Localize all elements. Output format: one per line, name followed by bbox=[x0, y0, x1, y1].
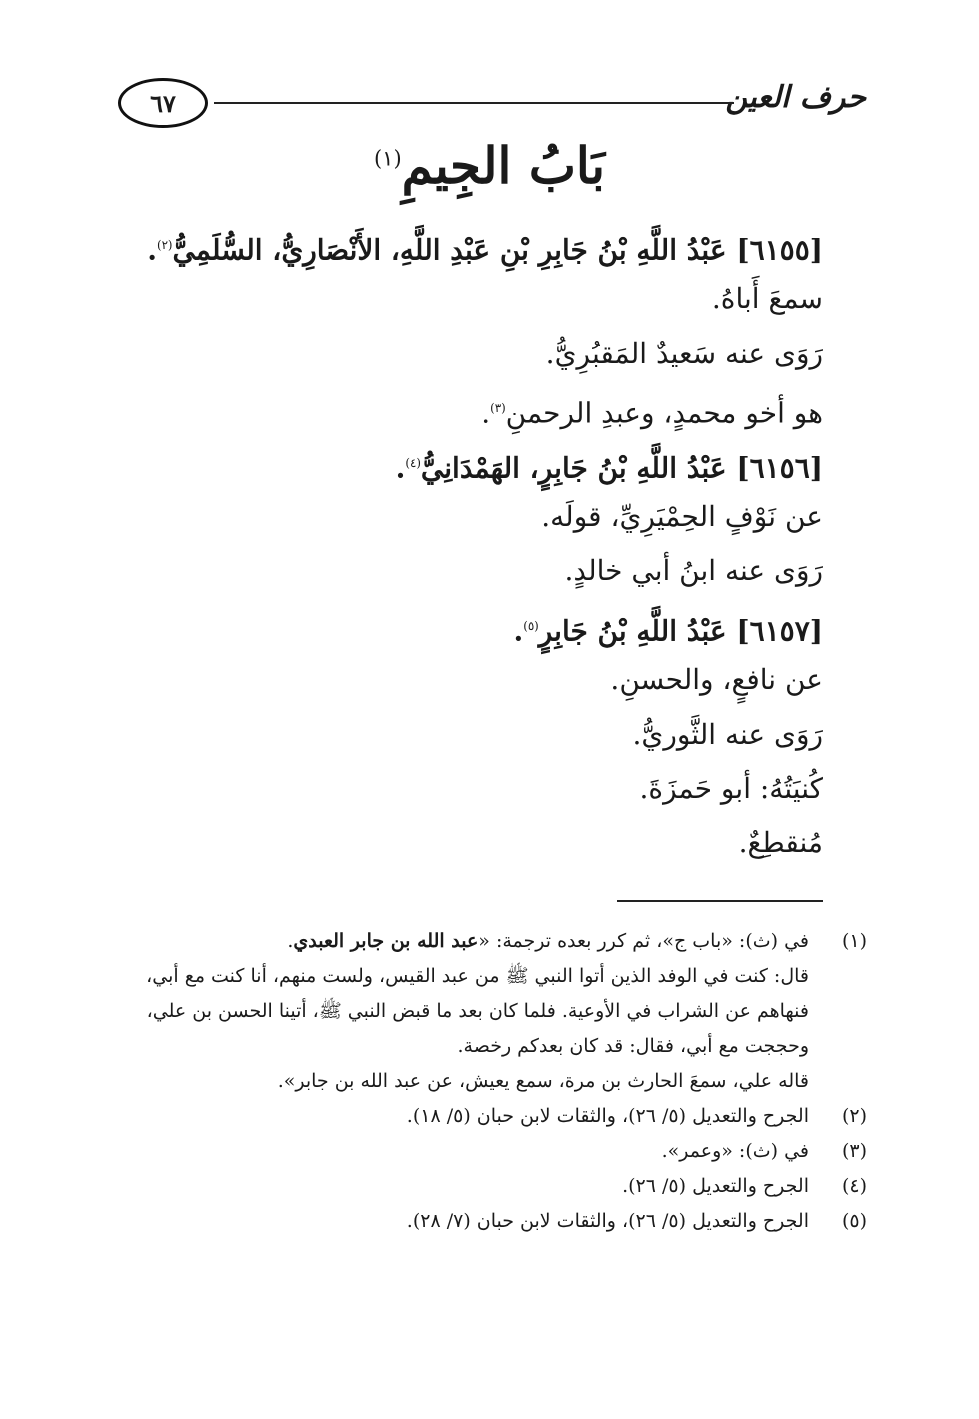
chapter-heading bbox=[0, 136, 979, 195]
entry-heading bbox=[123, 218, 823, 272]
footnote bbox=[97, 1169, 867, 1204]
entry-line: عن نَوْفٍ الحِمْيَرِيِّ، قولَه. bbox=[541, 499, 823, 533]
footnote-line: وحججت مع أبي، فقال: قد كان بعدكم رخصة. bbox=[457, 1035, 809, 1057]
footnote-line: قال: كنت في الوفد الذين أتوا النبي ﷺ من عبد القيس، ولست منهم، أنا كنت مع أبي، bbox=[146, 965, 809, 987]
entry-line: عن نافعٍ، والحسنِ. bbox=[610, 663, 823, 697]
entry-name: [٦١٥٦] عَبْدُ اللَّهِ بْنُ جَابِرٍ، الهَمْدَانِيُّ bbox=[420, 450, 823, 484]
entry-line-text: هو أخو محمدٍ، وعبدِ الرحمنِ bbox=[505, 396, 823, 430]
footnotes bbox=[97, 924, 867, 1239]
entry-name: [٦١٥٧] عَبْدُ اللَّهِ بْنُ جَابِرٍ bbox=[538, 614, 823, 648]
entry-line: كُنيَتُهُ: أبو حَمزَةَ. bbox=[639, 771, 823, 805]
footnote-number: (٢) bbox=[841, 1105, 867, 1127]
footnote-line: في (ث): «وعمر». bbox=[661, 1140, 809, 1162]
footnote-line: الجرح والتعديل (٥/ ٢٦)، والثقات لابن حبان (٥/ ١٨). bbox=[406, 1105, 809, 1127]
entry-heading bbox=[123, 599, 823, 653]
entry-name: [٦١٥٥] عَبْدُ اللَّهِ بْنُ جَابِرِ بْنِ عَبْدِ اللَّهِ، الأَنْصَارِيُّ، السُّلَمِيُّ bbox=[172, 233, 823, 267]
footnote-ref: (٥) bbox=[523, 618, 539, 633]
footnote-number: (٣) bbox=[841, 1140, 867, 1162]
footnote-number: (١) bbox=[841, 930, 867, 952]
page-number: ٦٧ bbox=[150, 88, 176, 118]
footnote bbox=[97, 1099, 867, 1134]
footnote-line: فنهاهم عن الشراب في الأوعية. فلما كان بعد ما قبض النبي ﷺ، أتينا الحسن بن علي، bbox=[146, 1000, 809, 1022]
footnote-text: في (ث): «باب ج»، ثم كرر بعده ترجمة: « bbox=[478, 930, 809, 952]
footnote-ref: (٢) bbox=[156, 238, 173, 252]
entry-end: . bbox=[147, 233, 157, 267]
header-rule bbox=[214, 102, 734, 104]
footnote-bold-text: عبد الله بن جابر العبدي bbox=[293, 930, 479, 952]
footnote-text: . bbox=[287, 930, 294, 952]
entry-end: . bbox=[513, 614, 524, 648]
entry-line: رَوَى عنه ابنُ أبي خالدٍ. bbox=[564, 554, 823, 588]
main-text bbox=[123, 218, 823, 871]
footnote bbox=[97, 1134, 867, 1169]
entry-end: . bbox=[395, 450, 406, 484]
chapter-footnote-ref: (١) bbox=[373, 146, 402, 171]
entry-line bbox=[123, 381, 823, 435]
entry-heading bbox=[123, 436, 823, 490]
entry-line-end: . bbox=[481, 396, 491, 430]
page-number-badge bbox=[118, 78, 208, 128]
footnote-line: الجرح والتعديل (٥/ ٢٦). bbox=[622, 1175, 809, 1197]
entry-line: سمعَ أَباهُ. bbox=[711, 282, 823, 316]
footnote-ref: (٤) bbox=[405, 455, 421, 470]
entry-line: رَوَى عنه الثَّوريُّ. bbox=[632, 717, 823, 751]
footnote bbox=[97, 924, 867, 1099]
running-header-title: حرف العين bbox=[725, 80, 866, 115]
entry-line: رَوَى عنه سَعيدٌ المَقبُرِيُّ. bbox=[545, 336, 823, 370]
entry-line: مُنقطِعٌ. bbox=[738, 826, 823, 860]
footnote-separator bbox=[617, 900, 823, 902]
footnote-body bbox=[97, 924, 809, 1099]
footnote-line: قاله علي، سمعَ الحارث بن مرة، سمع يعيش، عن عبد الله بن جابر». bbox=[277, 1070, 809, 1092]
running-header bbox=[118, 76, 866, 128]
footnote-line bbox=[97, 924, 809, 959]
footnote-number: (٤) bbox=[841, 1175, 867, 1197]
footnote bbox=[97, 1204, 867, 1239]
footnote-line: الجرح والتعديل (٥/ ٢٦)، والثقات لابن حبان (٧/ ٢٨). bbox=[406, 1210, 809, 1232]
footnote-number: (٥) bbox=[841, 1210, 867, 1232]
footnote-ref: (٣) bbox=[490, 401, 506, 416]
chapter-title: بَابُ الجِيمِ bbox=[401, 136, 606, 195]
